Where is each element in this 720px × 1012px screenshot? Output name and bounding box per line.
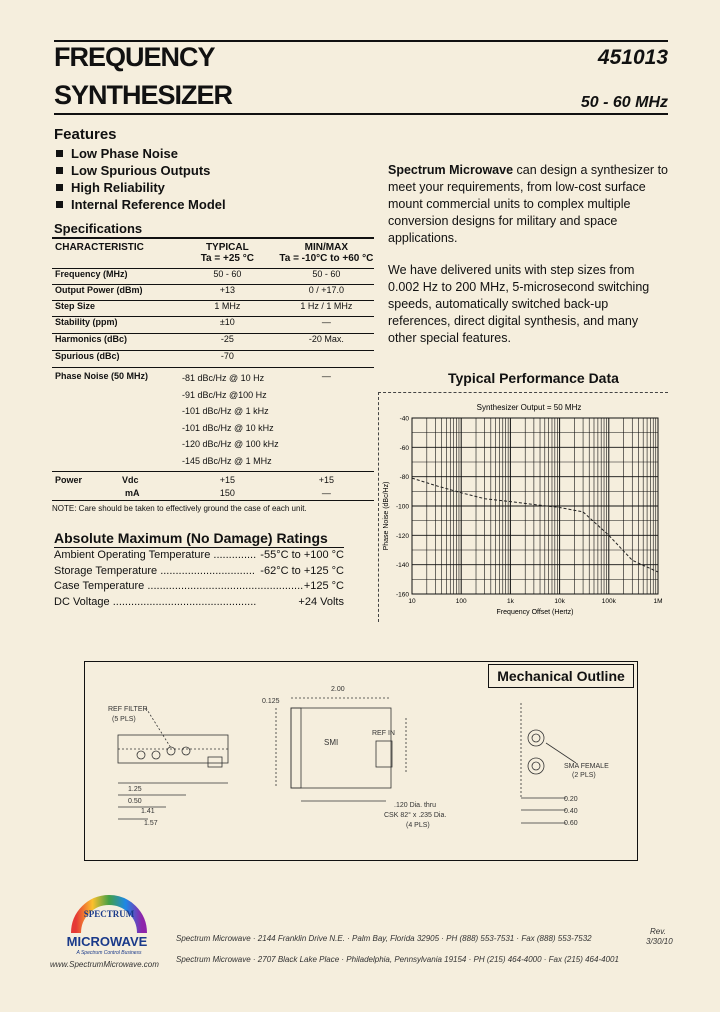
spectrum-microwave-logo: [54, 895, 164, 957]
table-row: Frequency (MHz) 50 - 60 50 - 60: [52, 269, 374, 285]
chart-x-tick-label: 1M: [653, 598, 663, 605]
chart-y-tick-label: -120: [395, 532, 409, 540]
chart-x-tick-label: 100: [455, 598, 467, 605]
table-row-phase-noise: Phase Noise (50 MHz) -81 dBc/Hz @ 10 Hz -91 dBc/Hz @100 Hz -101 dBc/Hz @ 1 kHz -101 dBc/Hz @ 10 kHz -120 dBc/Hz @ 100 kHz -145 dBc/Hz @ 1 MHz —: [52, 368, 374, 472]
label-4-pls: (4 PLS): [406, 822, 430, 829]
table-row: Step Size 1 MHz 1 Hz / 1 MHz: [52, 301, 374, 317]
table-row: Spurious (dBc) -70: [52, 351, 374, 368]
dim-0-50: 0.50: [128, 798, 142, 805]
label-sma-female: SMA FEMALE: [564, 763, 609, 770]
col-typical: TYPICAL Ta = +25 °C: [200, 242, 254, 264]
features-heading: Features: [54, 126, 117, 143]
chart-x-tick-label: 10: [408, 598, 416, 605]
frequency-range: 50 - 60 MHz: [580, 94, 668, 111]
website-link[interactable]: www.SpectrumMicrowave.com: [50, 960, 159, 969]
dim-0-60: 0.60: [564, 820, 578, 827]
logo-sub-text: A Spectrum Control Business: [76, 950, 142, 956]
chart-y-axis-label: Phase Noise (dBc/Hz): [383, 481, 390, 551]
chart-x-tick-label: 1k: [506, 598, 514, 605]
address-florida: Spectrum Microwave · 2144 Franklin Drive N.E. · Palm Bay, Florida 32905 · PH (888) 553-7531 · Fax (888) 553-7532: [176, 934, 592, 943]
dim-0-20: 0.20: [564, 796, 578, 803]
chart-y-tick-label: -140: [395, 562, 409, 570]
table-row: Output Power (dBm) +13 0 / +17.0: [52, 285, 374, 301]
logo-main-text: MICROWAVE: [66, 934, 148, 949]
title-line2: SYNTHESIZER: [54, 80, 233, 110]
ratings-list: [54, 548, 344, 610]
dim-0-125: 0.125: [262, 698, 280, 705]
ratings-heading: Absolute Maximum (No Damage) Ratings: [54, 530, 328, 546]
table-row: Stability (ppm) ±10 —: [52, 317, 374, 334]
label-ref-filter: REF FILTER: [108, 706, 148, 713]
table-row: Harmonics (dBc) -25 -20 Max.: [52, 334, 374, 351]
rating-item: Ambient Operating Temperature .............. -55°C to +100 °C: [54, 549, 344, 561]
dim-1-41: 1.41: [141, 808, 155, 815]
phase-noise-values: -81 dBc/Hz @ 10 Hz -91 dBc/Hz @100 Hz -101 dBc/Hz @ 1 kHz -101 dBc/Hz @ 10 kHz -120 dBc/Hz @ 100 kHz -145 dBc/Hz @ 1 MHz: [182, 373, 279, 466]
chart-x-tick-label: 100k: [601, 598, 616, 605]
rating-item: Storage Temperature ............................... -62°C to +125 °C: [54, 564, 344, 577]
chart-top-rule: [378, 392, 668, 394]
dim-0-40: 0.40: [564, 808, 578, 815]
label-2-pls: (2 PLS): [572, 772, 596, 779]
label-ref-in: REF IN: [372, 730, 395, 737]
feature-item: Internal Reference Model: [56, 196, 226, 213]
intro-text: [388, 162, 668, 347]
feature-item: Low Phase Noise: [56, 145, 226, 162]
chart-x-tick-label: 10k: [554, 598, 565, 605]
rating-item: DC Voltage ............................................... +24 Volts: [54, 595, 344, 608]
phase-noise-chart: [378, 396, 670, 628]
chart-subtitle: Synthesizer Output = 50 MHz: [476, 403, 582, 412]
chart-x-axis-label: Frequency Offset (Hertz): [496, 609, 574, 616]
chart-title: Typical Performance Data: [448, 370, 619, 386]
features-list: [56, 145, 226, 213]
mechanical-outline-heading: Mechanical Outline: [488, 664, 634, 688]
label-csk: CSK 82° x .235 Dia.: [384, 812, 447, 819]
col-minmax: MIN/MAX Ta = -10°C to +60 °C: [279, 242, 374, 264]
rating-item: Case Temperature ................................................... +125 °C: [54, 580, 344, 592]
specs-table: [52, 237, 374, 501]
chart-y-tick-label: -40: [399, 415, 409, 423]
chart-y-tick-label: -60: [399, 444, 409, 452]
label-hole: .120 Dia. thru: [394, 802, 437, 809]
address-pennsylvania: Spectrum Microwave · 2707 Black Lake Place · Philadelphia, Pennsylvania 19154 · PH (215) 464-4000 · Fax (215) 464-4001: [176, 955, 619, 964]
top-rule: [54, 40, 668, 42]
intro-paragraph-1: Spectrum Microwave can design a synthesizer to meet your requirements, from low-cost surface mount commercial units to complex multiple conversion designs for military and space applications.: [388, 163, 668, 245]
intro-paragraph-2: We have delivered units with step sizes from 0.002 Hz to 200 MHz, 5-microsecond switching speeds, automatically switched back-up references, direct digital synthesis, and many other special features.: [388, 263, 650, 345]
specs-note: NOTE: Care should be taken to effectively ground the case of each unit.: [52, 504, 307, 513]
revision-label: Rev.: [650, 927, 666, 936]
feature-item: Low Spurious Outputs: [56, 162, 226, 179]
part-number: 451013: [597, 46, 668, 69]
feature-item: High Reliability: [56, 179, 226, 196]
dim-1-25: 1.25: [128, 786, 142, 793]
title-line1: FREQUENCY: [54, 42, 215, 72]
label-smi: SMI: [324, 738, 339, 747]
dim-1-57: 1.57: [144, 820, 158, 827]
phase-noise-series-line: [412, 478, 658, 572]
mechanical-drawing: [86, 663, 634, 857]
header-rule: [54, 113, 668, 115]
logo-top-text: SPECTRUM: [83, 909, 135, 919]
chart-y-tick-label: -160: [395, 591, 409, 599]
table-row-power: Power Vdc mA +15 150 +15 —: [55, 475, 334, 498]
dim-2-00: 2.00: [331, 686, 345, 693]
specs-table-wrap: [52, 237, 374, 513]
label-5-pls: (5 PLS): [112, 716, 136, 723]
specs-heading: Specifications: [54, 221, 143, 236]
chart-y-tick-label: -80: [399, 474, 409, 482]
revision-date: 3/30/10: [646, 937, 673, 946]
chart-y-tick-label: -100: [395, 503, 409, 511]
col-characteristic: CHARACTERISTIC: [55, 242, 144, 253]
